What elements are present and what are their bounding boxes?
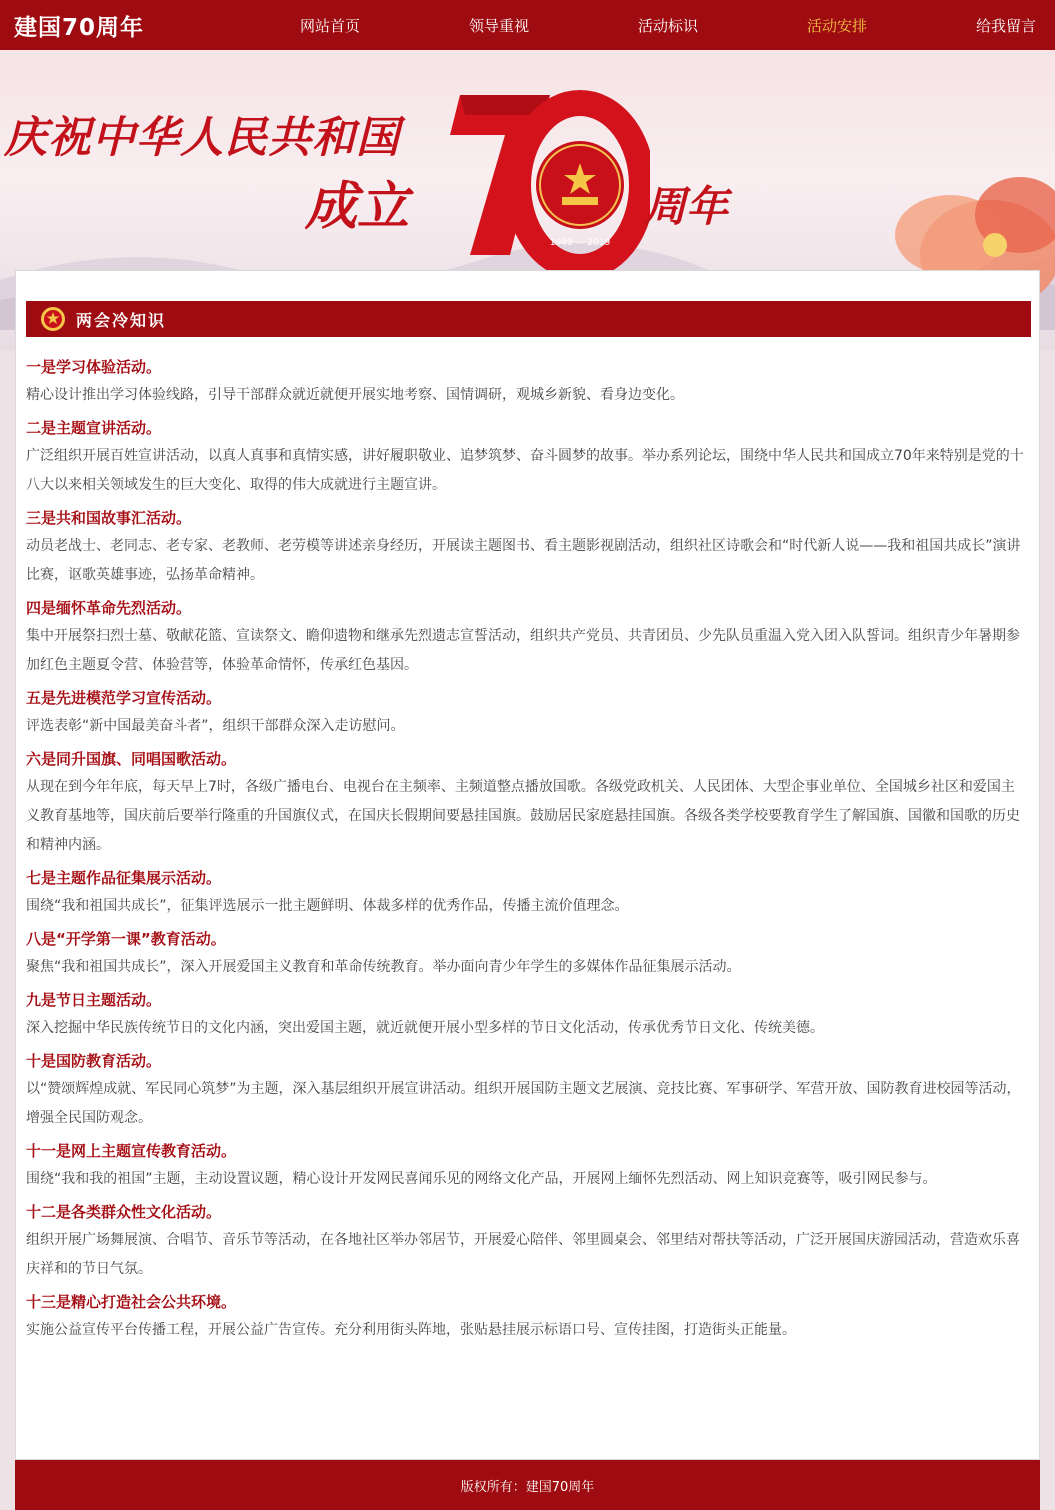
item-body: 动员老战士、老同志、老专家、老教师、老劳模等讲述亲身经历，开展读主题图书、看主题影视剧活动，组织社区诗歌会和“时代新人说——我和祖国共成长”演讲比赛，讴歌英雄事迹，弘扬革命精神。 — [26, 538, 1021, 583]
item-title: 一是学习体验活动。 — [26, 358, 162, 376]
footer — [15, 1460, 1040, 1510]
item-title: 十三是精心打造社会公共环境。 — [26, 1293, 237, 1311]
item-body: 聚焦“我和祖国共成长”，深入开展爱国主义教育和革命传统教育。举办面向青少年学生的多媒体作品征集展示活动。 — [26, 959, 741, 975]
item-title: 五是先进模范学习宣传活动。 — [26, 689, 222, 707]
item-title: 十一是网上主题宣传教育活动。 — [26, 1142, 237, 1160]
item-title: 九是节日主题活动。 — [26, 991, 162, 1009]
nav-schedule[interactable]: 活动安排 — [807, 17, 868, 35]
years-label: 1949 — 2019 — [549, 238, 611, 248]
item-body: 围绕“我和我的祖国”主题，主动设置议题，精心设计开发网民喜闻乐见的网络文化产品，开展网上缅怀先烈活动、网上知识竞赛等，吸引网民参与。 — [26, 1171, 937, 1187]
copyright-text: 版权所有：建国70周年 — [460, 1480, 595, 1495]
item-body: 从现在到今年年底，每天早上7时，各级广播电台、电视台在主频率、主频道整点播放国歌。各级党政机关、人民团体、大型企事业单位、全国城乡社区和爱国主义教育基地等，国庆前后要举行隆重的升国旗仪式，在国庆长假期间要悬挂国旗。鼓励居民家庭悬挂国旗。各级各类学校要教育学生了解国旗、国徽和国歌的历史和精神内涵。 — [26, 779, 1020, 853]
item-body: 围绕“我和祖国共成长”，征集评选展示一批主题鲜明、体裁多样的优秀作品，传播主流价值理念。 — [26, 898, 629, 914]
item-body: 广泛组织开展百姓宣讲活动，以真人真事和真情实感，讲好履职敬业、追梦筑梦、奋斗圆梦的故事。举办系列论坛，围绕中华人民共和国成立70年来特别是党的十八大以来相关领域发生的巨大变化、取得的伟大成就进行主题宣讲。 — [26, 448, 1024, 493]
item-body: 深入挖掘中华民族传统节日的文化内涵，突出爱国主题，就近就便开展小型多样的节日文化活动，传承优秀节日文化、传统美德。 — [26, 1020, 824, 1036]
national-emblem-icon — [40, 306, 66, 332]
item-body: 以“赞颂辉煌成就、军民同心筑梦”为主题，深入基层组织开展宣讲活动。组织开展国防主题文艺展演、竞技比赛、军事研学、军营开放、国防教育进校园等活动，增强全民国防观念。 — [26, 1081, 1021, 1126]
nav-message[interactable]: 给我留言 — [976, 17, 1037, 35]
banner-headline-line3: 周年 — [644, 182, 729, 231]
item-body: 评选表彰“新中国最美奋斗者”，组织干部群众深入走访慰问。 — [26, 718, 405, 734]
item-body: 实施公益宣传平台传播工程，开展公益广告宣传。充分利用街头阵地，张贴悬挂展示标语口号、宣传挂图，打造街头正能量。 — [26, 1322, 796, 1338]
item-title: 七是主题作品征集展示活动。 — [26, 869, 222, 887]
activity-list — [26, 349, 1026, 1345]
item-body: 集中开展祭扫烈士墓、敬献花篮、宣读祭文、瞻仰遗物和继承先烈遗志宣誓活动，组织共产党员、共青团员、少先队员重温入党入团入队誓词。组织青少年暑期参加红色主题夏令营、体验营等，体验革命情怀，传承红色基因。 — [26, 628, 1020, 673]
nav-home[interactable]: 网站首页 — [300, 17, 361, 35]
section-header — [26, 301, 1031, 337]
item-body: 组织开展广场舞展演、合唱节、音乐节等活动，在各地社区举办邻居节，开展爱心陪伴、邻里圆桌会、邻里结对帮扶等活动，广泛开展国庆游园活动，营造欢乐喜庆祥和的节日气氛。 — [26, 1232, 1020, 1277]
top-navigation-bar — [0, 0, 1055, 50]
nav-logo[interactable]: 活动标识 — [638, 17, 699, 35]
item-body: 精心设计推出学习体验线路，引导干部群众就近就便开展实地考察、国情调研，观城乡新貌、看身边变化。 — [26, 387, 684, 403]
item-title: 十二是各类群众性文化活动。 — [26, 1203, 222, 1221]
item-title: 六是同升国旗、同唱国歌活动。 — [26, 750, 237, 768]
nav-leadership[interactable]: 领导重视 — [469, 17, 530, 35]
item-title: 三是共和国故事汇活动。 — [26, 509, 192, 527]
item-title: 十是国防教育活动。 — [26, 1052, 162, 1070]
site-title[interactable]: 建国70周年 — [14, 15, 145, 41]
seventy-emblem — [430, 85, 650, 285]
content-card — [15, 270, 1040, 1460]
item-title: 八是“开学第一课”教育活动。 — [26, 930, 226, 948]
item-title: 二是主题宣讲活动。 — [26, 419, 162, 437]
item-title: 四是缅怀革命先烈活动。 — [26, 599, 192, 617]
section-title: 两会冷知识 — [76, 311, 167, 330]
banner-headline-line2: 成立 — [305, 176, 410, 237]
banner-headline-line1: 庆祝中华人民共和国 — [4, 113, 400, 163]
